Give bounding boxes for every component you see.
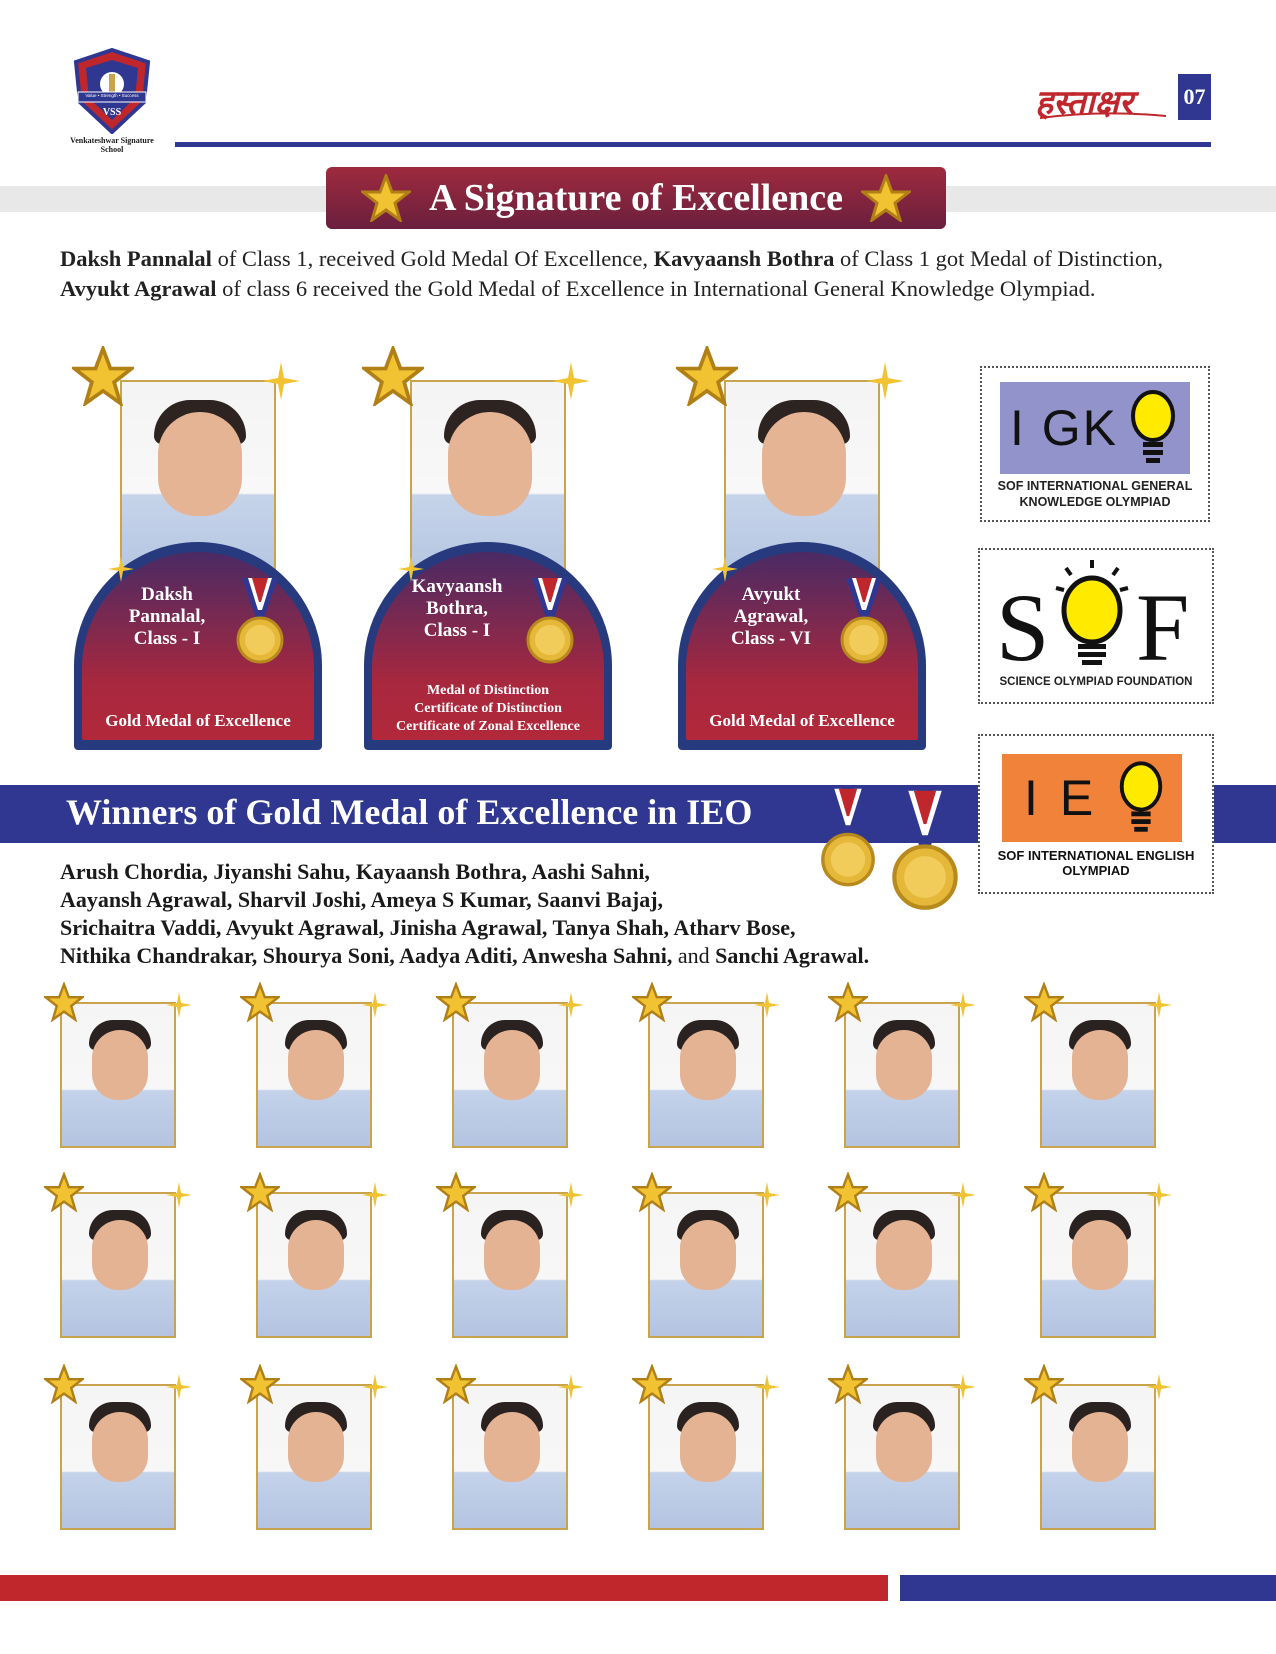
student-photo bbox=[844, 1192, 960, 1338]
sparkle-icon bbox=[950, 1374, 976, 1400]
awardee-name: Avyukt Agrawal, Class - VI bbox=[731, 584, 811, 649]
gold-star-icon bbox=[436, 982, 476, 1022]
gold-star-icon bbox=[1024, 1364, 1064, 1404]
sparkle-icon bbox=[108, 556, 134, 582]
winner-photo bbox=[436, 1364, 566, 1534]
student-photo bbox=[844, 1002, 960, 1148]
footer-red-bar bbox=[0, 1575, 888, 1601]
winner-photo bbox=[436, 1172, 566, 1342]
gold-star-icon bbox=[436, 1364, 476, 1404]
winners-line: Nithika Chandrakar, Shourya Soni, Aadya Aditi, Anwesha Sahni, and Sanchi Agrawal. bbox=[60, 943, 870, 968]
school-crest-icon bbox=[72, 48, 152, 134]
sparkle-icon bbox=[1146, 1374, 1172, 1400]
ieo-section-title: Winners of Gold Medal of Excellence in IEO bbox=[66, 792, 753, 832]
winner-photo bbox=[1024, 982, 1154, 1152]
ieo-mark-i: I bbox=[1024, 770, 1038, 826]
winner-photo bbox=[44, 982, 174, 1152]
winner-photo bbox=[240, 1364, 370, 1534]
gold-medal-icon bbox=[836, 578, 892, 666]
student-photo bbox=[60, 1002, 176, 1148]
intro-text: of Class 1 got Medal of Distinction, bbox=[834, 246, 1164, 271]
intro-name: Avyukt Agrawal bbox=[60, 276, 217, 301]
winner-photo bbox=[828, 1172, 958, 1342]
logo-motto: Value • Strength • Success bbox=[85, 93, 139, 98]
gold-star-icon bbox=[632, 1364, 672, 1404]
sparkle-icon bbox=[166, 1182, 192, 1208]
sparkle-icon bbox=[166, 1374, 192, 1400]
gold-star-icon bbox=[1024, 982, 1064, 1022]
gold-star-icon bbox=[240, 1364, 280, 1404]
sof-mark-s: S bbox=[996, 574, 1050, 681]
gold-star-icon bbox=[240, 1172, 280, 1212]
student-photo bbox=[648, 1002, 764, 1148]
winner-photo bbox=[632, 982, 762, 1152]
section-title-banner bbox=[326, 167, 946, 229]
sparkle-icon bbox=[552, 362, 590, 400]
student-photo bbox=[60, 1384, 176, 1530]
gold-star-icon bbox=[828, 1364, 868, 1404]
sparkle-icon bbox=[362, 1182, 388, 1208]
ieo-mark-e: E bbox=[1059, 770, 1094, 826]
sof-mark-f: F bbox=[1136, 574, 1190, 681]
winner-photo bbox=[44, 1172, 174, 1342]
awardee-name: Daksh Pannalal, Class - I bbox=[128, 584, 206, 649]
winner-photo bbox=[1024, 1172, 1154, 1342]
gold-star-icon bbox=[861, 174, 911, 222]
gold-medal-icon bbox=[232, 578, 288, 666]
intro-text: of class 6 received the Gold Medal of Excellence in International General Knowledge Olympiad. bbox=[216, 276, 1096, 301]
sparkle-icon bbox=[558, 1182, 584, 1208]
award-title: Gold Medal of Excellence bbox=[105, 711, 291, 730]
gold-medal-icon bbox=[522, 578, 578, 666]
sparkle-icon bbox=[950, 1182, 976, 1208]
winner-photo bbox=[240, 1172, 370, 1342]
student-photo bbox=[1040, 1002, 1156, 1148]
sparkle-icon bbox=[362, 992, 388, 1018]
sparkle-icon bbox=[262, 362, 300, 400]
gold-star-icon bbox=[44, 1364, 84, 1404]
gold-star-icon bbox=[72, 346, 134, 406]
magazine-brand: हस्ताक्षर bbox=[1035, 83, 1133, 123]
student-photo bbox=[256, 1384, 372, 1530]
gold-star-icon bbox=[240, 982, 280, 1022]
award-title: Gold Medal of Excellence bbox=[709, 711, 895, 730]
student-photo bbox=[648, 1384, 764, 1530]
student-photo bbox=[452, 1192, 568, 1338]
student-photo bbox=[452, 1002, 568, 1148]
awardee-card bbox=[72, 352, 324, 750]
sparkle-icon bbox=[558, 1374, 584, 1400]
winner-photo bbox=[44, 1364, 174, 1534]
igko-logo bbox=[980, 366, 1210, 522]
awardee-name: Kavyaansh Bothra, Class - I bbox=[411, 576, 503, 641]
igko-caption: SOF INTERNATIONAL GENERAL KNOWLEDGE OLYMPIAD bbox=[997, 479, 1193, 509]
sparkle-icon bbox=[754, 1182, 780, 1208]
sparkle-icon bbox=[712, 556, 738, 582]
brand-swoosh-icon bbox=[1040, 112, 1166, 120]
intro-name: Daksh Pannalal bbox=[60, 246, 212, 271]
winner-photo bbox=[240, 982, 370, 1152]
winner-photo bbox=[1024, 1364, 1154, 1534]
section-title: A Signature of Excellence bbox=[428, 177, 844, 219]
winner-photo bbox=[828, 982, 958, 1152]
lightbulb-icon bbox=[1052, 558, 1132, 668]
sparkle-icon bbox=[866, 362, 904, 400]
sparkle-icon bbox=[362, 1374, 388, 1400]
gold-star-icon bbox=[828, 982, 868, 1022]
student-photo bbox=[844, 1384, 960, 1530]
sparkle-icon bbox=[950, 992, 976, 1018]
student-photo bbox=[1040, 1384, 1156, 1530]
sparkle-icon bbox=[166, 992, 192, 1018]
sparkle-icon bbox=[398, 556, 424, 582]
lightbulb-icon bbox=[1115, 760, 1167, 836]
header-rule bbox=[175, 142, 1211, 147]
awardee-card bbox=[362, 352, 614, 750]
school-name: Venkateshwar Signature School bbox=[70, 136, 154, 154]
gold-star-icon bbox=[361, 174, 411, 222]
winner-photo bbox=[632, 1364, 762, 1534]
gold-star-icon bbox=[676, 346, 738, 406]
sparkle-icon bbox=[754, 1374, 780, 1400]
sparkle-icon bbox=[558, 992, 584, 1018]
winners-line: Aayansh Agrawal, Sharvil Joshi, Ameya S Kumar, Saanvi Bajaj, bbox=[60, 887, 664, 912]
award-title: Medal of Distinction Certificate of Distinction Certificate of Zonal Excellence bbox=[396, 683, 580, 734]
student-photo bbox=[1040, 1192, 1156, 1338]
winner-photo bbox=[436, 982, 566, 1152]
logo-initials: VSS bbox=[102, 107, 122, 118]
sof-logo bbox=[978, 548, 1214, 704]
footer-blue-bar bbox=[900, 1575, 1276, 1601]
student-photo bbox=[256, 1002, 372, 1148]
winners-line: Arush Chordia, Jiyanshi Sahu, Kayaansh Bothra, Aashi Sahni, bbox=[60, 859, 650, 884]
winners-line: Srichaitra Vaddi, Avyukt Agrawal, Jinisha Agrawal, Tanya Shah, Atharv Bose, bbox=[60, 915, 796, 940]
intro-text: of Class 1, received Gold Medal Of Excellence, bbox=[211, 246, 654, 271]
sof-caption: SCIENCE OLYMPIAD FOUNDATION bbox=[999, 676, 1193, 688]
page-number: 07 bbox=[1178, 74, 1211, 120]
ieo-caption: SOF INTERNATIONAL ENGLISH OLYMPIAD bbox=[997, 848, 1195, 878]
student-photo bbox=[256, 1192, 372, 1338]
awardee-card bbox=[676, 352, 928, 750]
igko-mark: I GK bbox=[1010, 400, 1119, 456]
gold-star-icon bbox=[1024, 1172, 1064, 1212]
gold-star-icon bbox=[44, 982, 84, 1022]
winner-photo bbox=[828, 1364, 958, 1534]
gold-star-icon bbox=[632, 1172, 672, 1212]
school-logo bbox=[58, 48, 166, 154]
sparkle-icon bbox=[1146, 1182, 1172, 1208]
gold-star-icon bbox=[436, 1172, 476, 1212]
winner-photo bbox=[632, 1172, 762, 1342]
student-photo bbox=[452, 1384, 568, 1530]
gold-star-icon bbox=[828, 1172, 868, 1212]
lightbulb-icon bbox=[1126, 390, 1180, 466]
gold-star-icon bbox=[632, 982, 672, 1022]
gold-star-icon bbox=[44, 1172, 84, 1212]
sparkle-icon bbox=[1146, 992, 1172, 1018]
sparkle-icon bbox=[754, 992, 780, 1018]
intro-name: Kavyaansh Bothra bbox=[653, 246, 835, 271]
gold-star-icon bbox=[362, 346, 424, 406]
student-photo bbox=[60, 1192, 176, 1338]
intro-paragraph bbox=[60, 244, 1180, 304]
student-photo bbox=[648, 1192, 764, 1338]
ieo-winners-list bbox=[60, 858, 1040, 970]
